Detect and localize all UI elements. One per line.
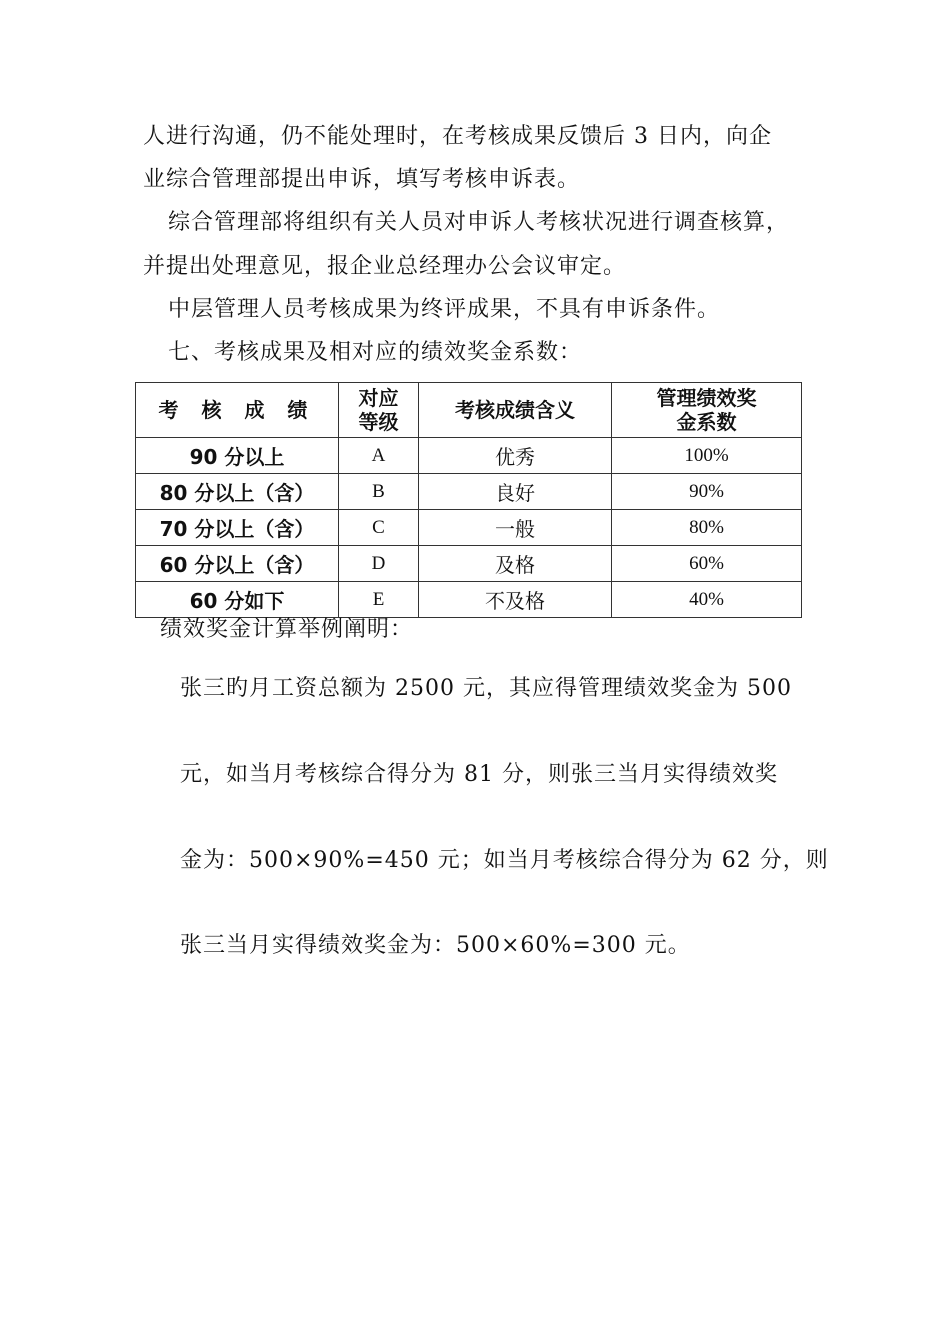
cell-grade: C (339, 510, 419, 546)
cell-coefficient: 60% (612, 546, 802, 582)
cell-coefficient: 40% (612, 582, 802, 618)
bonus-coefficient-table (135, 382, 801, 618)
cell-meaning: 不及格 (419, 582, 612, 618)
cell-meaning: 一般 (419, 510, 612, 546)
table-row (136, 474, 802, 510)
example-title: 绩效奖金计算举例阐明： (160, 617, 414, 642)
example-line: 金为：500×90%=450 元；如当月考核综合得分为 62 分，则 (180, 848, 829, 873)
cell-score: 80 分以上（含） (136, 474, 339, 510)
example-line: 张三旳月工资总额为 2500 元，其应得管理绩效奖金为 500 (180, 676, 792, 701)
cell-grade: D (339, 546, 419, 582)
cell-score: 70 分以上（含） (136, 510, 339, 546)
header-score: 考 核 成 绩 (136, 383, 339, 438)
paragraph-line: 并提出处理意见，报企业总经理办公会议审定。 (143, 254, 627, 279)
cell-grade: A (339, 438, 419, 474)
paragraph-line: 中层管理人员考核成果为终评成果，不具有申诉条件。 (168, 297, 721, 322)
cell-grade: B (339, 474, 419, 510)
cell-meaning: 优秀 (419, 438, 612, 474)
cell-score: 60 分以上（含） (136, 546, 339, 582)
cell-coefficient: 90% (612, 474, 802, 510)
cell-score: 60 分如下 (136, 582, 339, 618)
table-row (136, 438, 802, 474)
example-line: 张三当月实得绩效奖金为：500×60%=300 元。 (180, 933, 691, 958)
table-row (136, 582, 802, 618)
cell-coefficient: 80% (612, 510, 802, 546)
table-row (136, 546, 802, 582)
header-meaning: 考核成绩含义 (419, 383, 612, 438)
cell-meaning: 及格 (419, 546, 612, 582)
header-grade (339, 383, 419, 438)
example-line: 元，如当月考核综合得分为 81 分，则张三当月实得绩效奖 (180, 762, 778, 787)
paragraph-line: 业综合管理部提出申诉，填写考核申诉表。 (143, 167, 581, 192)
cell-coefficient: 100% (612, 438, 802, 474)
paragraph-line: 人进行沟通，仍不能处理时，在考核成果反馈后 3 日内，向企 (143, 124, 772, 149)
cell-meaning: 良好 (419, 474, 612, 510)
header-coefficient-text: 管理绩效奖金系数 (656, 386, 757, 434)
cell-score: 90 分以上 (136, 438, 339, 474)
cell-grade: E (339, 582, 419, 618)
paragraph-line: 综合管理部将组织有关人员对申诉人考核状况进行调查核算， (168, 210, 790, 235)
table-header-row (136, 383, 802, 438)
header-coefficient (612, 383, 802, 438)
header-grade-text: 对应等级 (358, 386, 399, 434)
table-row (136, 510, 802, 546)
section-heading: 七、考核成果及相对应的绩效奖金系数： (168, 340, 583, 365)
